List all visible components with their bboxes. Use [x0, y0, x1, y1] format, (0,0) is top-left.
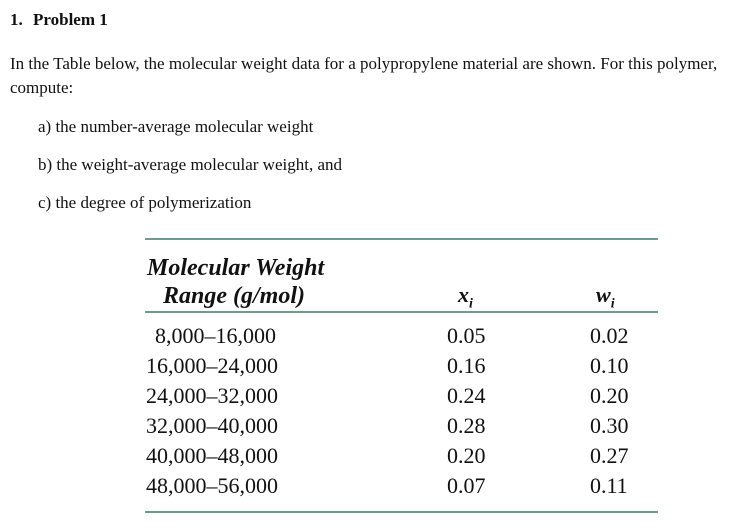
table-cell-w: 0.11 [590, 473, 628, 498]
table-cell-w: 0.02 [590, 323, 629, 348]
problem-intro: In the Table below, the molecular weight data for a polypropylene material are shown. For this polymer, compute: [10, 54, 718, 97]
header-x: $x_i$ [458, 282, 473, 312]
task-c: c) the degree of polymerization [38, 193, 252, 212]
table-header-rule [145, 311, 658, 313]
table-cell-range: 8,000–16,000 [155, 323, 276, 348]
table-cell-x: 0.24 [447, 383, 486, 408]
header-w: $w_i$ [596, 282, 615, 312]
table-cell-range: 24,000–32,000 [146, 383, 278, 408]
header-range-line1: Molecular Weight [147, 255, 325, 281]
table-cell-x: 0.07 [447, 473, 486, 498]
header-molecular-weight-range [147, 254, 324, 310]
table-cell-range: 32,000–40,000 [146, 413, 278, 438]
task-a: a) the number-average molecular weight [38, 117, 314, 136]
task-b: b) the weight-average molecular weight, and [38, 155, 342, 174]
table-cell-w: 0.30 [590, 413, 629, 438]
table-bottom-rule [145, 511, 658, 513]
problem-heading [10, 10, 108, 30]
table-cell-w: 0.27 [590, 443, 629, 468]
table-top-rule [145, 238, 658, 240]
table-cell-x: 0.28 [447, 413, 486, 438]
table-cell-w: 0.10 [590, 353, 629, 378]
table-cell-x: 0.05 [447, 323, 486, 348]
table-cell-range: 40,000–48,000 [146, 443, 278, 468]
table-cell-x: 0.20 [447, 443, 486, 468]
table-cell-w: 0.20 [590, 383, 629, 408]
header-range-line2: Range (g/mol) [163, 283, 305, 309]
table-cell-range: 16,000–24,000 [146, 353, 278, 378]
problem-title: Problem 1 [33, 10, 108, 29]
table-cell-x: 0.16 [447, 353, 486, 378]
table-cell-range: 48,000–56,000 [146, 473, 278, 498]
problem-number: 1. [10, 10, 23, 29]
